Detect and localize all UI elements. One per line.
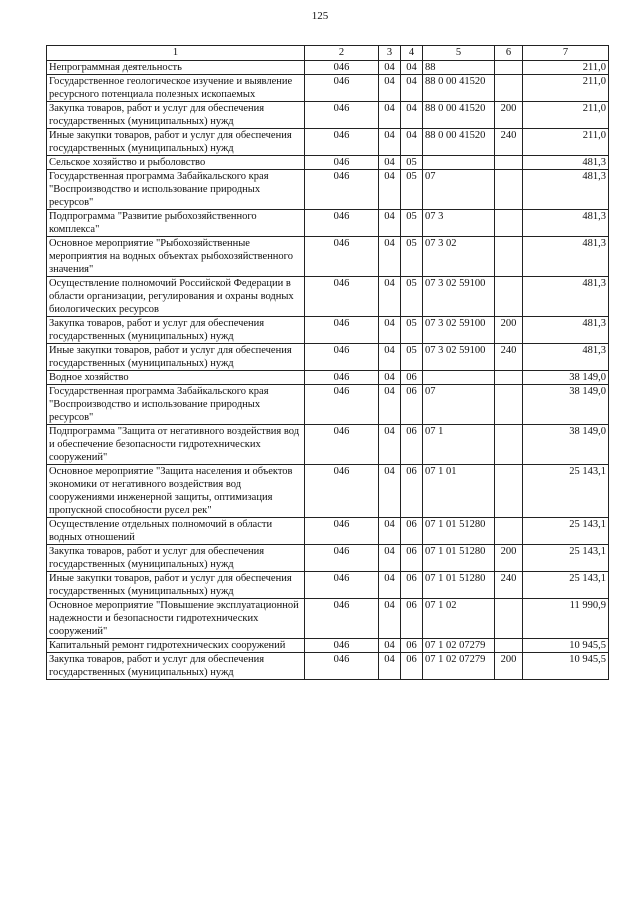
row-section: 04 bbox=[379, 156, 401, 170]
row-expense-type: 240 bbox=[495, 572, 523, 599]
row-section: 04 bbox=[379, 518, 401, 545]
row-expense-type bbox=[495, 425, 523, 465]
row-amount: 38 149,0 bbox=[523, 385, 609, 425]
row-admin-code: 046 bbox=[305, 210, 379, 237]
row-section: 04 bbox=[379, 75, 401, 102]
row-subsection: 06 bbox=[401, 385, 423, 425]
row-description: Осуществление отдельных полномочий в области водных отношений bbox=[47, 518, 305, 545]
table-row bbox=[47, 61, 609, 75]
row-admin-code: 046 bbox=[305, 344, 379, 371]
row-description: Иные закупки товаров, работ и услуг для обеспечения государственных (муниципальных) нужд bbox=[47, 344, 305, 371]
row-amount: 481,3 bbox=[523, 210, 609, 237]
header-col-2: 2 bbox=[305, 46, 379, 61]
row-description: Основное мероприятие "Повышение эксплуатационной надежности и безопасности гидротехнических сооружений" bbox=[47, 599, 305, 639]
row-subsection: 05 bbox=[401, 170, 423, 210]
row-amount: 481,3 bbox=[523, 156, 609, 170]
row-subsection: 06 bbox=[401, 465, 423, 518]
row-description: Подпрограмма "Развитие рыбохозяйственного комплекса" bbox=[47, 210, 305, 237]
row-admin-code: 046 bbox=[305, 639, 379, 653]
row-amount: 25 143,1 bbox=[523, 572, 609, 599]
row-subsection: 05 bbox=[401, 237, 423, 277]
row-admin-code: 046 bbox=[305, 317, 379, 344]
row-target-article: 07 1 01 51280 bbox=[423, 572, 495, 599]
row-description: Иные закупки товаров, работ и услуг для обеспечения государственных (муниципальных) нужд bbox=[47, 129, 305, 156]
row-amount: 211,0 bbox=[523, 61, 609, 75]
row-amount: 481,3 bbox=[523, 237, 609, 277]
row-expense-type bbox=[495, 465, 523, 518]
row-admin-code: 046 bbox=[305, 170, 379, 210]
row-subsection: 05 bbox=[401, 210, 423, 237]
table-row bbox=[47, 317, 609, 344]
row-target-article: 07 1 01 51280 bbox=[423, 518, 495, 545]
row-target-article: 88 bbox=[423, 61, 495, 75]
row-subsection: 06 bbox=[401, 572, 423, 599]
row-subsection: 06 bbox=[401, 545, 423, 572]
table-row bbox=[47, 237, 609, 277]
row-description: Закупка товаров, работ и услуг для обеспечения государственных (муниципальных) нужд bbox=[47, 653, 305, 680]
row-target-article: 07 3 02 59100 bbox=[423, 277, 495, 317]
row-amount: 25 143,1 bbox=[523, 545, 609, 572]
row-section: 04 bbox=[379, 371, 401, 385]
table-body bbox=[47, 61, 609, 680]
row-subsection: 05 bbox=[401, 277, 423, 317]
row-target-article: 07 bbox=[423, 170, 495, 210]
row-amount: 10 945,5 bbox=[523, 653, 609, 680]
row-expense-type bbox=[495, 518, 523, 545]
row-section: 04 bbox=[379, 465, 401, 518]
row-admin-code: 046 bbox=[305, 237, 379, 277]
header-col-7: 7 bbox=[523, 46, 609, 61]
table-row bbox=[47, 344, 609, 371]
row-admin-code: 046 bbox=[305, 425, 379, 465]
row-admin-code: 046 bbox=[305, 156, 379, 170]
row-description: Закупка товаров, работ и услуг для обеспечения государственных (муниципальных) нужд bbox=[47, 545, 305, 572]
row-description: Закупка товаров, работ и услуг для обеспечения государственных (муниципальных) нужд bbox=[47, 317, 305, 344]
row-amount: 211,0 bbox=[523, 102, 609, 129]
row-expense-type: 200 bbox=[495, 102, 523, 129]
row-section: 04 bbox=[379, 639, 401, 653]
header-col-4: 4 bbox=[401, 46, 423, 61]
row-target-article: 88 0 00 41520 bbox=[423, 75, 495, 102]
row-description: Государственная программа Забайкальского края "Воспроизводство и использование природных ресурсов" bbox=[47, 170, 305, 210]
row-expense-type bbox=[495, 75, 523, 102]
row-amount: 25 143,1 bbox=[523, 518, 609, 545]
row-expense-type bbox=[495, 599, 523, 639]
row-target-article: 07 1 01 51280 bbox=[423, 545, 495, 572]
row-target-article: 07 1 bbox=[423, 425, 495, 465]
row-target-article: 07 1 02 07279 bbox=[423, 653, 495, 680]
row-admin-code: 046 bbox=[305, 102, 379, 129]
row-target-article: 07 3 02 bbox=[423, 237, 495, 277]
row-description: Иные закупки товаров, работ и услуг для обеспечения государственных (муниципальных) нужд bbox=[47, 572, 305, 599]
table-row bbox=[47, 572, 609, 599]
row-admin-code: 046 bbox=[305, 75, 379, 102]
row-subsection: 06 bbox=[401, 599, 423, 639]
row-amount: 211,0 bbox=[523, 129, 609, 156]
header-row bbox=[47, 46, 609, 61]
table-row bbox=[47, 156, 609, 170]
row-section: 04 bbox=[379, 129, 401, 156]
table-row bbox=[47, 371, 609, 385]
table-row bbox=[47, 385, 609, 425]
row-section: 04 bbox=[379, 237, 401, 277]
row-expense-type bbox=[495, 237, 523, 277]
row-section: 04 bbox=[379, 61, 401, 75]
row-expense-type bbox=[495, 170, 523, 210]
row-section: 04 bbox=[379, 653, 401, 680]
table-row bbox=[47, 425, 609, 465]
row-description: Государственная программа Забайкальского края "Воспроизводство и использование природных ресурсов" bbox=[47, 385, 305, 425]
row-description: Закупка товаров, работ и услуг для обеспечения государственных (муниципальных) нужд bbox=[47, 102, 305, 129]
row-section: 04 bbox=[379, 277, 401, 317]
row-description: Осуществление полномочий Российской Федерации в области организации, регулирования и охраны водных биологических ресурсов bbox=[47, 277, 305, 317]
row-section: 04 bbox=[379, 572, 401, 599]
row-subsection: 06 bbox=[401, 371, 423, 385]
table-row bbox=[47, 545, 609, 572]
table-row bbox=[47, 639, 609, 653]
table-header bbox=[47, 46, 609, 61]
row-target-article bbox=[423, 371, 495, 385]
header-col-6: 6 bbox=[495, 46, 523, 61]
row-amount: 481,3 bbox=[523, 317, 609, 344]
row-subsection: 05 bbox=[401, 156, 423, 170]
row-admin-code: 046 bbox=[305, 61, 379, 75]
row-amount: 38 149,0 bbox=[523, 425, 609, 465]
row-subsection: 04 bbox=[401, 75, 423, 102]
row-description: Государственное геологическое изучение и выявление ресурсного потенциала полезных ископаемых bbox=[47, 75, 305, 102]
row-target-article bbox=[423, 156, 495, 170]
row-expense-type bbox=[495, 277, 523, 317]
row-description: Сельское хозяйство и рыболовство bbox=[47, 156, 305, 170]
row-target-article: 07 1 02 bbox=[423, 599, 495, 639]
row-admin-code: 046 bbox=[305, 572, 379, 599]
header-col-5: 5 bbox=[423, 46, 495, 61]
table-row bbox=[47, 465, 609, 518]
row-description: Водное хозяйство bbox=[47, 371, 305, 385]
row-subsection: 06 bbox=[401, 653, 423, 680]
row-description: Основное мероприятие "Защита населения и объектов экономики от негативного воздействия вод сооружениями инженерной защиты, оптимизация пропускной способности русел рек" bbox=[47, 465, 305, 518]
row-target-article: 07 bbox=[423, 385, 495, 425]
row-expense-type bbox=[495, 385, 523, 425]
row-expense-type: 200 bbox=[495, 653, 523, 680]
row-admin-code: 046 bbox=[305, 653, 379, 680]
row-amount: 10 945,5 bbox=[523, 639, 609, 653]
row-subsection: 06 bbox=[401, 639, 423, 653]
row-expense-type bbox=[495, 61, 523, 75]
row-amount: 481,3 bbox=[523, 277, 609, 317]
row-expense-type bbox=[495, 210, 523, 237]
row-expense-type: 200 bbox=[495, 545, 523, 572]
table-row bbox=[47, 518, 609, 545]
row-admin-code: 046 bbox=[305, 545, 379, 572]
row-subsection: 06 bbox=[401, 425, 423, 465]
row-admin-code: 046 bbox=[305, 518, 379, 545]
row-description: Непрограммная деятельность bbox=[47, 61, 305, 75]
row-amount: 481,3 bbox=[523, 344, 609, 371]
row-admin-code: 046 bbox=[305, 277, 379, 317]
row-description: Подпрограмма "Защита от негативного воздействия вод и обеспечение безопасности гидротехнических сооружений" bbox=[47, 425, 305, 465]
row-amount: 38 149,0 bbox=[523, 371, 609, 385]
table-row bbox=[47, 599, 609, 639]
row-expense-type bbox=[495, 156, 523, 170]
row-target-article: 07 1 01 bbox=[423, 465, 495, 518]
row-admin-code: 046 bbox=[305, 385, 379, 425]
row-target-article: 88 0 00 41520 bbox=[423, 102, 495, 129]
row-section: 04 bbox=[379, 599, 401, 639]
table-row bbox=[47, 170, 609, 210]
row-expense-type bbox=[495, 371, 523, 385]
row-section: 04 bbox=[379, 425, 401, 465]
row-amount: 25 143,1 bbox=[523, 465, 609, 518]
row-section: 04 bbox=[379, 170, 401, 210]
row-admin-code: 046 bbox=[305, 129, 379, 156]
row-subsection: 04 bbox=[401, 129, 423, 156]
row-target-article: 07 3 02 59100 bbox=[423, 344, 495, 371]
table-row bbox=[47, 277, 609, 317]
row-description: Капитальный ремонт гидротехнических сооружений bbox=[47, 639, 305, 653]
budget-table bbox=[46, 45, 609, 680]
row-section: 04 bbox=[379, 545, 401, 572]
row-section: 04 bbox=[379, 102, 401, 129]
row-description: Основное мероприятие "Рыбохозяйственные мероприятия на водных объектах рыбохозяйственного значения" bbox=[47, 237, 305, 277]
row-subsection: 04 bbox=[401, 102, 423, 129]
row-expense-type bbox=[495, 639, 523, 653]
row-admin-code: 046 bbox=[305, 465, 379, 518]
row-expense-type: 200 bbox=[495, 317, 523, 344]
row-subsection: 05 bbox=[401, 344, 423, 371]
row-target-article: 88 0 00 41520 bbox=[423, 129, 495, 156]
row-section: 04 bbox=[379, 210, 401, 237]
page-number: 125 bbox=[311, 10, 329, 22]
header-col-1: 1 bbox=[47, 46, 305, 61]
row-expense-type: 240 bbox=[495, 344, 523, 371]
row-amount: 11 990,9 bbox=[523, 599, 609, 639]
table-row bbox=[47, 129, 609, 156]
row-subsection: 05 bbox=[401, 317, 423, 344]
row-amount: 481,3 bbox=[523, 170, 609, 210]
table-row bbox=[47, 75, 609, 102]
row-section: 04 bbox=[379, 317, 401, 344]
table-row bbox=[47, 102, 609, 129]
row-subsection: 06 bbox=[401, 518, 423, 545]
row-subsection: 04 bbox=[401, 61, 423, 75]
row-target-article: 07 3 02 59100 bbox=[423, 317, 495, 344]
header-col-3: 3 bbox=[379, 46, 401, 61]
table-row bbox=[47, 653, 609, 680]
row-admin-code: 046 bbox=[305, 371, 379, 385]
row-target-article: 07 3 bbox=[423, 210, 495, 237]
row-expense-type: 240 bbox=[495, 129, 523, 156]
row-admin-code: 046 bbox=[305, 599, 379, 639]
row-section: 04 bbox=[379, 344, 401, 371]
table-row bbox=[47, 210, 609, 237]
row-section: 04 bbox=[379, 385, 401, 425]
row-amount: 211,0 bbox=[523, 75, 609, 102]
row-target-article: 07 1 02 07279 bbox=[423, 639, 495, 653]
